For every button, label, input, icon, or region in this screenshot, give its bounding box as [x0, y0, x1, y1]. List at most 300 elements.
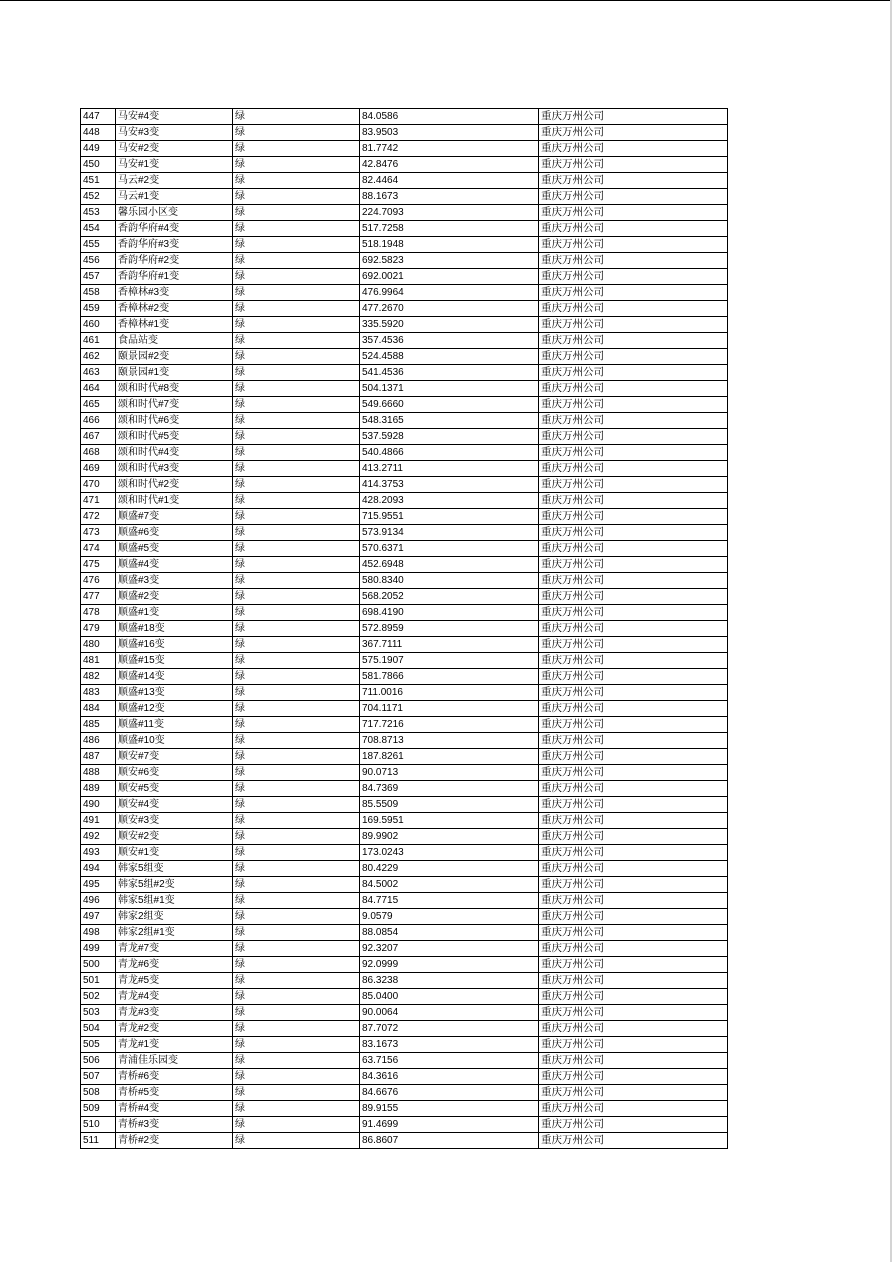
transformer-name-cell: 颂和时代#7变: [116, 397, 233, 413]
value-cell: 711.0016: [360, 685, 539, 701]
company-cell: 重庆万州公司: [539, 125, 728, 141]
row-index-cell: 506: [81, 1053, 116, 1069]
value-cell: 518.1948: [360, 237, 539, 253]
table-row: [81, 205, 728, 221]
status-cell: 绿: [233, 653, 360, 669]
table-row: [81, 989, 728, 1005]
row-index-cell: 502: [81, 989, 116, 1005]
company-cell: 重庆万州公司: [539, 669, 728, 685]
status-cell: 绿: [233, 765, 360, 781]
row-index-cell: 511: [81, 1133, 116, 1149]
company-cell: 重庆万州公司: [539, 509, 728, 525]
transformer-name-cell: 顺盛#12变: [116, 701, 233, 717]
table-row: [81, 381, 728, 397]
transformer-name-cell: 顺盛#15变: [116, 653, 233, 669]
value-cell: 549.6660: [360, 397, 539, 413]
table-row: [81, 221, 728, 237]
transformer-name-cell: 顺安#7变: [116, 749, 233, 765]
status-cell: 绿: [233, 109, 360, 125]
row-index-cell: 456: [81, 253, 116, 269]
value-cell: 708.8713: [360, 733, 539, 749]
status-cell: 绿: [233, 237, 360, 253]
table-row: [81, 621, 728, 637]
transformer-name-cell: 香樟林#1变: [116, 317, 233, 333]
row-index-cell: 509: [81, 1101, 116, 1117]
transformer-name-cell: 顺盛#3变: [116, 573, 233, 589]
transformer-name-cell: 顺盛#2变: [116, 589, 233, 605]
transformer-table: [80, 108, 728, 1149]
table-row: [81, 109, 728, 125]
value-cell: 81.7742: [360, 141, 539, 157]
value-cell: 568.2052: [360, 589, 539, 605]
table-row: [81, 1005, 728, 1021]
status-cell: 绿: [233, 1085, 360, 1101]
status-cell: 绿: [233, 669, 360, 685]
row-index-cell: 491: [81, 813, 116, 829]
company-cell: 重庆万州公司: [539, 221, 728, 237]
status-cell: 绿: [233, 541, 360, 557]
status-cell: 绿: [233, 125, 360, 141]
company-cell: 重庆万州公司: [539, 685, 728, 701]
transformer-name-cell: 顺盛#13变: [116, 685, 233, 701]
table-row: [81, 1085, 728, 1101]
company-cell: 重庆万州公司: [539, 141, 728, 157]
status-cell: 绿: [233, 973, 360, 989]
company-cell: 重庆万州公司: [539, 525, 728, 541]
value-cell: 86.3238: [360, 973, 539, 989]
table-row: [81, 701, 728, 717]
transformer-name-cell: 青桥#6变: [116, 1069, 233, 1085]
transformer-name-cell: 顺安#2变: [116, 829, 233, 845]
company-cell: 重庆万州公司: [539, 653, 728, 669]
company-cell: 重庆万州公司: [539, 429, 728, 445]
row-index-cell: 479: [81, 621, 116, 637]
table-row: [81, 925, 728, 941]
row-index-cell: 510: [81, 1117, 116, 1133]
table-body: [81, 109, 728, 1149]
transformer-name-cell: 青桥#5变: [116, 1085, 233, 1101]
transformer-name-cell: 顺盛#4变: [116, 557, 233, 573]
row-index-cell: 466: [81, 413, 116, 429]
company-cell: 重庆万州公司: [539, 1117, 728, 1133]
value-cell: 82.4464: [360, 173, 539, 189]
company-cell: 重庆万州公司: [539, 781, 728, 797]
value-cell: 570.6371: [360, 541, 539, 557]
table-row: [81, 477, 728, 493]
transformer-name-cell: 马云#1变: [116, 189, 233, 205]
transformer-name-cell: 青龙#1变: [116, 1037, 233, 1053]
value-cell: 414.3753: [360, 477, 539, 493]
company-cell: 重庆万州公司: [539, 1085, 728, 1101]
status-cell: 绿: [233, 365, 360, 381]
status-cell: 绿: [233, 381, 360, 397]
value-cell: 84.0586: [360, 109, 539, 125]
transformer-name-cell: 顺盛#11变: [116, 717, 233, 733]
row-index-cell: 507: [81, 1069, 116, 1085]
value-cell: 84.7369: [360, 781, 539, 797]
table-row: [81, 845, 728, 861]
value-cell: 85.5509: [360, 797, 539, 813]
status-cell: 绿: [233, 605, 360, 621]
status-cell: 绿: [233, 301, 360, 317]
row-index-cell: 477: [81, 589, 116, 605]
transformer-name-cell: 青桥#3变: [116, 1117, 233, 1133]
row-index-cell: 476: [81, 573, 116, 589]
value-cell: 89.9155: [360, 1101, 539, 1117]
value-cell: 524.4588: [360, 349, 539, 365]
value-cell: 572.8959: [360, 621, 539, 637]
transformer-name-cell: 顺盛#7变: [116, 509, 233, 525]
status-cell: 绿: [233, 957, 360, 973]
transformer-name-cell: 顺安#4变: [116, 797, 233, 813]
transformer-name-cell: 青桥#4变: [116, 1101, 233, 1117]
table-row: [81, 1117, 728, 1133]
value-cell: 413.2711: [360, 461, 539, 477]
status-cell: 绿: [233, 285, 360, 301]
transformer-name-cell: 香韵华府#3变: [116, 237, 233, 253]
table-row: [81, 589, 728, 605]
value-cell: 86.8607: [360, 1133, 539, 1149]
company-cell: 重庆万州公司: [539, 557, 728, 573]
value-cell: 88.1673: [360, 189, 539, 205]
transformer-name-cell: 颂和时代#8变: [116, 381, 233, 397]
value-cell: 573.9134: [360, 525, 539, 541]
status-cell: 绿: [233, 1117, 360, 1133]
company-cell: 重庆万州公司: [539, 573, 728, 589]
company-cell: 重庆万州公司: [539, 765, 728, 781]
transformer-name-cell: 青龙#2变: [116, 1021, 233, 1037]
row-index-cell: 495: [81, 877, 116, 893]
table-row: [81, 333, 728, 349]
company-cell: 重庆万州公司: [539, 109, 728, 125]
transformer-name-cell: 颂和时代#4变: [116, 445, 233, 461]
table-row: [81, 317, 728, 333]
table-row: [81, 877, 728, 893]
value-cell: 90.0064: [360, 1005, 539, 1021]
row-index-cell: 501: [81, 973, 116, 989]
status-cell: 绿: [233, 493, 360, 509]
value-cell: 92.3207: [360, 941, 539, 957]
table-row: [81, 285, 728, 301]
status-cell: 绿: [233, 877, 360, 893]
value-cell: 504.1371: [360, 381, 539, 397]
transformer-name-cell: 韩家2组变: [116, 909, 233, 925]
value-cell: 477.2670: [360, 301, 539, 317]
table-row: [81, 493, 728, 509]
company-cell: 重庆万州公司: [539, 893, 728, 909]
company-cell: 重庆万州公司: [539, 349, 728, 365]
status-cell: 绿: [233, 1053, 360, 1069]
row-index-cell: 471: [81, 493, 116, 509]
transformer-name-cell: 韩家2组#1变: [116, 925, 233, 941]
transformer-name-cell: 顺盛#10变: [116, 733, 233, 749]
value-cell: 357.4536: [360, 333, 539, 349]
transformer-name-cell: 香樟林#2变: [116, 301, 233, 317]
company-cell: 重庆万州公司: [539, 445, 728, 461]
row-index-cell: 492: [81, 829, 116, 845]
row-index-cell: 453: [81, 205, 116, 221]
company-cell: 重庆万州公司: [539, 237, 728, 253]
status-cell: 绿: [233, 685, 360, 701]
status-cell: 绿: [233, 525, 360, 541]
value-cell: 63.7156: [360, 1053, 539, 1069]
status-cell: 绿: [233, 749, 360, 765]
row-index-cell: 494: [81, 861, 116, 877]
status-cell: 绿: [233, 413, 360, 429]
transformer-name-cell: 马安#1变: [116, 157, 233, 173]
value-cell: 428.2093: [360, 493, 539, 509]
transformer-name-cell: 青龙#3变: [116, 1005, 233, 1021]
row-index-cell: 465: [81, 397, 116, 413]
table-row: [81, 909, 728, 925]
value-cell: 9.0579: [360, 909, 539, 925]
value-cell: 575.1907: [360, 653, 539, 669]
table-row: [81, 1101, 728, 1117]
value-cell: 452.6948: [360, 557, 539, 573]
transformer-name-cell: 颂和时代#6变: [116, 413, 233, 429]
company-cell: 重庆万州公司: [539, 493, 728, 509]
table-row: [81, 557, 728, 573]
status-cell: 绿: [233, 349, 360, 365]
company-cell: 重庆万州公司: [539, 973, 728, 989]
transformer-name-cell: 青桥#2变: [116, 1133, 233, 1149]
company-cell: 重庆万州公司: [539, 957, 728, 973]
company-cell: 重庆万州公司: [539, 749, 728, 765]
company-cell: 重庆万州公司: [539, 1101, 728, 1117]
status-cell: 绿: [233, 1005, 360, 1021]
table-row: [81, 525, 728, 541]
table-row: [81, 365, 728, 381]
row-index-cell: 486: [81, 733, 116, 749]
company-cell: 重庆万州公司: [539, 637, 728, 653]
status-cell: 绿: [233, 461, 360, 477]
value-cell: 84.6676: [360, 1085, 539, 1101]
table-row: [81, 669, 728, 685]
table-row: [81, 637, 728, 653]
row-index-cell: 447: [81, 109, 116, 125]
company-cell: 重庆万州公司: [539, 189, 728, 205]
company-cell: 重庆万州公司: [539, 829, 728, 845]
status-cell: 绿: [233, 429, 360, 445]
status-cell: 绿: [233, 845, 360, 861]
value-cell: 581.7866: [360, 669, 539, 685]
transformer-name-cell: 颂和时代#2变: [116, 477, 233, 493]
status-cell: 绿: [233, 701, 360, 717]
value-cell: 169.5951: [360, 813, 539, 829]
transformer-name-cell: 颂和时代#3变: [116, 461, 233, 477]
table-row: [81, 957, 728, 973]
company-cell: 重庆万州公司: [539, 381, 728, 397]
table-row: [81, 349, 728, 365]
row-index-cell: 499: [81, 941, 116, 957]
table-row: [81, 829, 728, 845]
status-cell: 绿: [233, 333, 360, 349]
transformer-name-cell: 香韵华府#4变: [116, 221, 233, 237]
status-cell: 绿: [233, 813, 360, 829]
table-row: [81, 269, 728, 285]
company-cell: 重庆万州公司: [539, 1021, 728, 1037]
value-cell: 83.9503: [360, 125, 539, 141]
status-cell: 绿: [233, 477, 360, 493]
row-index-cell: 468: [81, 445, 116, 461]
row-index-cell: 470: [81, 477, 116, 493]
status-cell: 绿: [233, 861, 360, 877]
status-cell: 绿: [233, 637, 360, 653]
transformer-name-cell: 韩家5组#2变: [116, 877, 233, 893]
row-index-cell: 474: [81, 541, 116, 557]
transformer-name-cell: 顺安#3变: [116, 813, 233, 829]
value-cell: 367.7111: [360, 637, 539, 653]
row-index-cell: 487: [81, 749, 116, 765]
table-row: [81, 941, 728, 957]
status-cell: 绿: [233, 445, 360, 461]
status-cell: 绿: [233, 557, 360, 573]
company-cell: 重庆万州公司: [539, 333, 728, 349]
table-row: [81, 765, 728, 781]
row-index-cell: 473: [81, 525, 116, 541]
status-cell: 绿: [233, 781, 360, 797]
row-index-cell: 485: [81, 717, 116, 733]
company-cell: 重庆万州公司: [539, 813, 728, 829]
value-cell: 89.9902: [360, 829, 539, 845]
company-cell: 重庆万州公司: [539, 301, 728, 317]
table-row: [81, 429, 728, 445]
row-index-cell: 462: [81, 349, 116, 365]
transformer-name-cell: 顺盛#18变: [116, 621, 233, 637]
company-cell: 重庆万州公司: [539, 589, 728, 605]
value-cell: 87.7072: [360, 1021, 539, 1037]
value-cell: 90.0713: [360, 765, 539, 781]
table-row: [81, 733, 728, 749]
transformer-name-cell: 顺盛#14变: [116, 669, 233, 685]
value-cell: 84.7715: [360, 893, 539, 909]
value-cell: 335.5920: [360, 317, 539, 333]
company-cell: 重庆万州公司: [539, 413, 728, 429]
status-cell: 绿: [233, 317, 360, 333]
value-cell: 80.4229: [360, 861, 539, 877]
table-row: [81, 797, 728, 813]
status-cell: 绿: [233, 205, 360, 221]
row-index-cell: 478: [81, 605, 116, 621]
value-cell: 704.1171: [360, 701, 539, 717]
row-index-cell: 504: [81, 1021, 116, 1037]
value-cell: 517.7258: [360, 221, 539, 237]
value-cell: 91.4699: [360, 1117, 539, 1133]
company-cell: 重庆万州公司: [539, 541, 728, 557]
row-index-cell: 484: [81, 701, 116, 717]
table-row: [81, 781, 728, 797]
status-cell: 绿: [233, 141, 360, 157]
value-cell: 187.8261: [360, 749, 539, 765]
value-cell: 88.0854: [360, 925, 539, 941]
table-row: [81, 813, 728, 829]
status-cell: 绿: [233, 1021, 360, 1037]
status-cell: 绿: [233, 733, 360, 749]
company-cell: 重庆万州公司: [539, 157, 728, 173]
transformer-name-cell: 顺盛#1变: [116, 605, 233, 621]
value-cell: 173.0243: [360, 845, 539, 861]
transformer-name-cell: 马云#2变: [116, 173, 233, 189]
value-cell: 92.0999: [360, 957, 539, 973]
row-index-cell: 452: [81, 189, 116, 205]
value-cell: 548.3165: [360, 413, 539, 429]
company-cell: 重庆万州公司: [539, 909, 728, 925]
company-cell: 重庆万州公司: [539, 861, 728, 877]
company-cell: 重庆万州公司: [539, 461, 728, 477]
table-row: [81, 125, 728, 141]
row-index-cell: 490: [81, 797, 116, 813]
table-row: [81, 1069, 728, 1085]
company-cell: 重庆万州公司: [539, 733, 728, 749]
row-index-cell: 459: [81, 301, 116, 317]
value-cell: 698.4190: [360, 605, 539, 621]
company-cell: 重庆万州公司: [539, 1069, 728, 1085]
company-cell: 重庆万州公司: [539, 205, 728, 221]
company-cell: 重庆万州公司: [539, 797, 728, 813]
table-row: [81, 189, 728, 205]
transformer-name-cell: 韩家5组#1变: [116, 893, 233, 909]
row-index-cell: 457: [81, 269, 116, 285]
table-row: [81, 1053, 728, 1069]
company-cell: 重庆万州公司: [539, 925, 728, 941]
table-row: [81, 749, 728, 765]
company-cell: 重庆万州公司: [539, 621, 728, 637]
status-cell: 绿: [233, 221, 360, 237]
value-cell: 224.7093: [360, 205, 539, 221]
value-cell: 692.0021: [360, 269, 539, 285]
page-top-border: [0, 0, 892, 1]
row-index-cell: 458: [81, 285, 116, 301]
row-index-cell: 451: [81, 173, 116, 189]
transformer-name-cell: 马安#3变: [116, 125, 233, 141]
transformer-name-cell: 馨乐园小区变: [116, 205, 233, 221]
status-cell: 绿: [233, 941, 360, 957]
row-index-cell: 482: [81, 669, 116, 685]
table-row: [81, 605, 728, 621]
status-cell: 绿: [233, 829, 360, 845]
table-row: [81, 301, 728, 317]
transformer-name-cell: 青龙#4变: [116, 989, 233, 1005]
table-row: [81, 509, 728, 525]
transformer-name-cell: 青浦佳乐园变: [116, 1053, 233, 1069]
row-index-cell: 464: [81, 381, 116, 397]
table-row: [81, 253, 728, 269]
table-row: [81, 237, 728, 253]
value-cell: 717.7216: [360, 717, 539, 733]
row-index-cell: 503: [81, 1005, 116, 1021]
status-cell: 绿: [233, 589, 360, 605]
company-cell: 重庆万州公司: [539, 285, 728, 301]
table-row: [81, 1037, 728, 1053]
row-index-cell: 496: [81, 893, 116, 909]
status-cell: 绿: [233, 173, 360, 189]
table-row: [81, 413, 728, 429]
transformer-name-cell: 韩家5组变: [116, 861, 233, 877]
transformer-name-cell: 颐景园#2变: [116, 349, 233, 365]
company-cell: 重庆万州公司: [539, 173, 728, 189]
company-cell: 重庆万州公司: [539, 605, 728, 621]
row-index-cell: 488: [81, 765, 116, 781]
company-cell: 重庆万州公司: [539, 1037, 728, 1053]
status-cell: 绿: [233, 189, 360, 205]
table-row: [81, 173, 728, 189]
transformer-name-cell: 顺安#6变: [116, 765, 233, 781]
status-cell: 绿: [233, 1133, 360, 1149]
status-cell: 绿: [233, 157, 360, 173]
transformer-name-cell: 马安#4变: [116, 109, 233, 125]
value-cell: 85.0400: [360, 989, 539, 1005]
row-index-cell: 489: [81, 781, 116, 797]
